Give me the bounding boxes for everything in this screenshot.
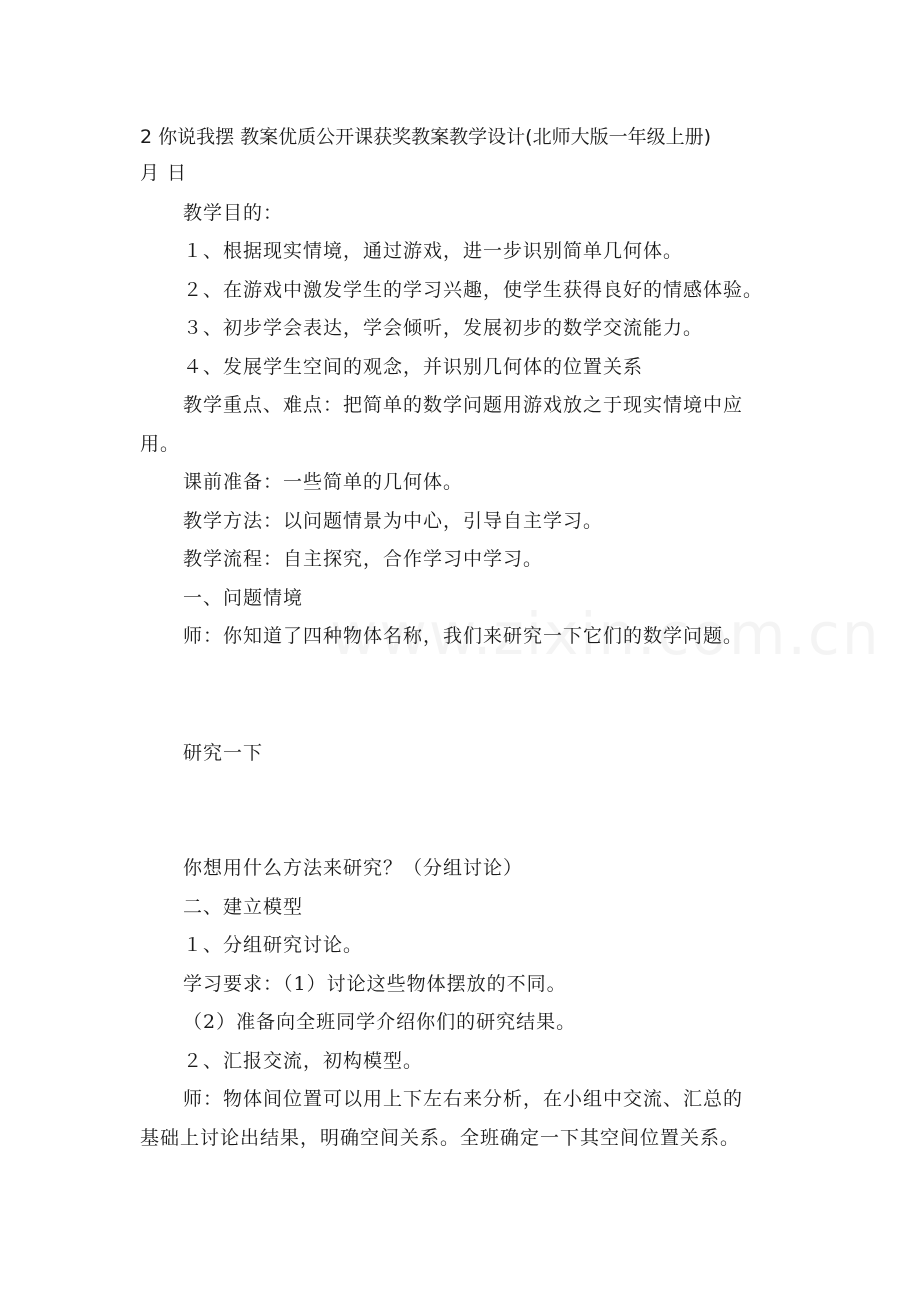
section-heading: 一、问题情境 [183,587,304,609]
paragraph-line: ３、初步学会表达，学会倾听，发展初步的数学交流能力。 [183,317,704,339]
paragraph-line: 教学方法：以问题情景为中心，引导自主学习。 [183,510,604,532]
paragraph-line: 师：物体间位置可以用上下左右来分析，在小组中交流、汇总的 [183,1088,744,1110]
paragraph-line: 教学目的： [183,202,284,224]
paragraph-line: 用。 [140,433,181,455]
paragraph-line: 师：你知道了四种物体名称，我们来研究一下它们的数学问题。 [183,625,744,647]
paragraph-line: （2）准备向全班同学介绍你们的研究结果。 [183,1011,577,1033]
paragraph-line: 学习要求：（1）讨论这些物体摆放的不同。 [183,973,567,995]
date-line: 月 日 [140,162,188,184]
paragraph-line: ４、发展学生空间的观念，并识别几何体的位置关系 [183,356,644,378]
section-heading: 二、建立模型 [183,896,304,918]
paragraph-line: 教学重点、难点：把简单的数学问题用游戏放之于现实情境中应 [183,394,744,416]
paragraph-line: 基础上讨论出结果，明确空间关系。全班确定一下其空间位置关系。 [140,1127,741,1149]
paragraph-line: 你想用什么方法来研究？（分组讨论） [183,857,524,879]
paragraph-line: １、根据现实情境，通过游戏，进一步识别简单几何体。 [183,240,684,262]
paragraph-line: 教学流程：自主探究，合作学习中学习。 [183,548,544,570]
paragraph-line: ２、在游戏中激发学生的学习兴趣，使学生获得良好的情感体验。 [183,279,764,301]
paragraph-line: 研究一下 [183,742,264,764]
paragraph-line: ２、汇报交流，初构模型。 [183,1050,424,1072]
paragraph-line: 课前准备：一些简单的几何体。 [183,471,464,493]
document-title: 2 你说我摆 教案优质公开课获奖教案教学设计(北师大版一年级上册) [140,126,711,148]
paragraph-line: １、分组研究讨论。 [183,934,364,956]
